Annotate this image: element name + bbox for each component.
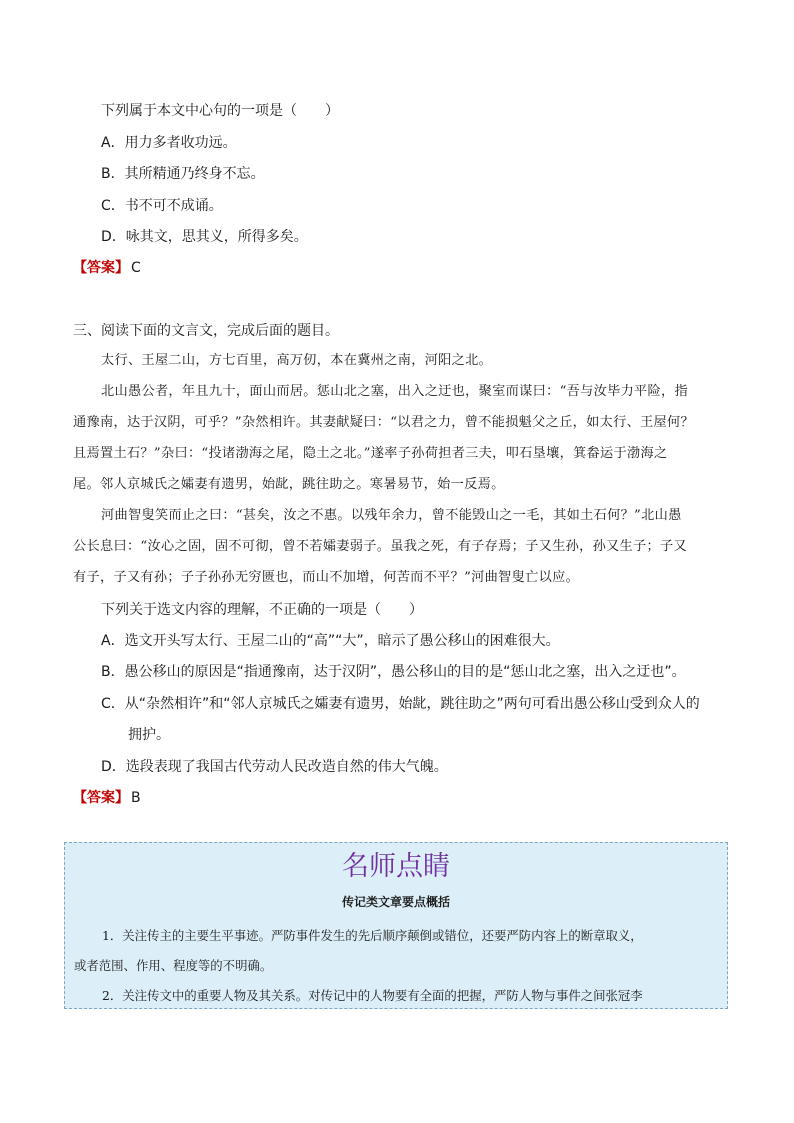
- question-3-option-c: C．从“杂然相许”和“邻人京城氏之孀妻有遗男，始龀，跳往助之”两句可看出愚公移山受到众人的: [101, 696, 700, 712]
- tip-box-line: 1．关注传主的主要生平事迹。严防事件发生的先后顺序颠倒或错位，还要严防内容上的断章取义，: [102, 928, 643, 943]
- tip-box-subtitle: 传记类文章要点概括: [341, 895, 450, 909]
- question-2-answer: [73, 258, 141, 278]
- passage-line: 北山愚公者，年且九十，面山而居。惩山北之塞，出入之迂也，聚室而谋曰：“吾与汝毕力平险，指: [101, 384, 688, 399]
- question-2-option-a: A．用力多者收功远。: [101, 135, 237, 151]
- question-2-stem: 下列属于本文中心句的一项是（ ）: [101, 103, 339, 119]
- passage-line: 通豫南，达于汉阴，可乎？”杂然相许。其妻献疑曰：“以君之力，曾不能损魁父之丘，如太行、王屋何？: [73, 415, 695, 430]
- answer-label: 【答案】: [73, 790, 129, 806]
- passage-line: 尾。邻人京城氏之孀妻有遗男，始龀，跳往助之。寒暑易节，始一反焉。: [73, 477, 505, 492]
- question-3-option-a: A．选文开头写太行、王屋二山的“高”“大”，暗示了愚公移山的困难很大。: [101, 633, 560, 649]
- question-2-option-d: D．咏其文，思其义，所得多矣。: [101, 229, 308, 245]
- question-3-option-d: D．选段表现了我国古代劳动人民改造自然的伟大气魄。: [101, 759, 448, 775]
- passage-line: 有子，子又有孙；子子孙孙无穷匮也，而山不加增，何苦而不平？”河曲智叟亡以应。: [73, 570, 580, 585]
- question-3-option-b: B．愚公移山的原因是“指通豫南，达于汉阴”，愚公移山的目的是“惩山北之塞，出入之迂也”。: [101, 664, 686, 680]
- teacher-tip-box: [64, 842, 728, 1009]
- passage-line: 太行、王屋二山，方七百里，高万仞，本在冀州之南，河阳之北。: [101, 353, 493, 368]
- passage-line: 且焉置土石？”杂曰：“投诸渤海之尾，隐土之北。”遂率子孙荷担者三夫，叩石垦壤，箕畚运于渤海之: [73, 446, 668, 461]
- answer-value: C: [131, 260, 141, 276]
- passage-line: 河曲智叟笑而止之曰：“甚矣，汝之不惠。以残年余力，曾不能毁山之一毛，其如土石何？”北山愚: [101, 508, 682, 523]
- tip-box-line: 2．关注传文中的重要人物及其关系。对传记中的人物要有全面的把握，严防人物与事件之间张冠李: [102, 988, 643, 1003]
- question-2-option-b: B．其所精通乃终身不忘。: [101, 166, 265, 182]
- question-3-stem: 下列关于选文内容的理解，不正确的一项是（ ）: [101, 602, 423, 618]
- question-3-option-c-continued: 拥护。: [128, 727, 170, 743]
- answer-value: B: [131, 790, 141, 806]
- tip-box-line: 或者范围、作用、程度等的不明确。: [74, 958, 273, 973]
- tip-box-title: 名师点睛: [342, 851, 450, 882]
- section-3-heading: 三、阅读下面的文言文，完成后面的题目。: [73, 323, 339, 339]
- question-2-option-c: C．书不可不成诵。: [101, 198, 223, 214]
- passage-line: 公长息曰：“汝心之固，固不可彻，曾不若孀妻弱子。虽我之死，有子存焉；子又生孙，孙又生子；子又: [73, 539, 687, 554]
- question-3-answer: [73, 788, 141, 808]
- answer-label: 【答案】: [73, 260, 129, 276]
